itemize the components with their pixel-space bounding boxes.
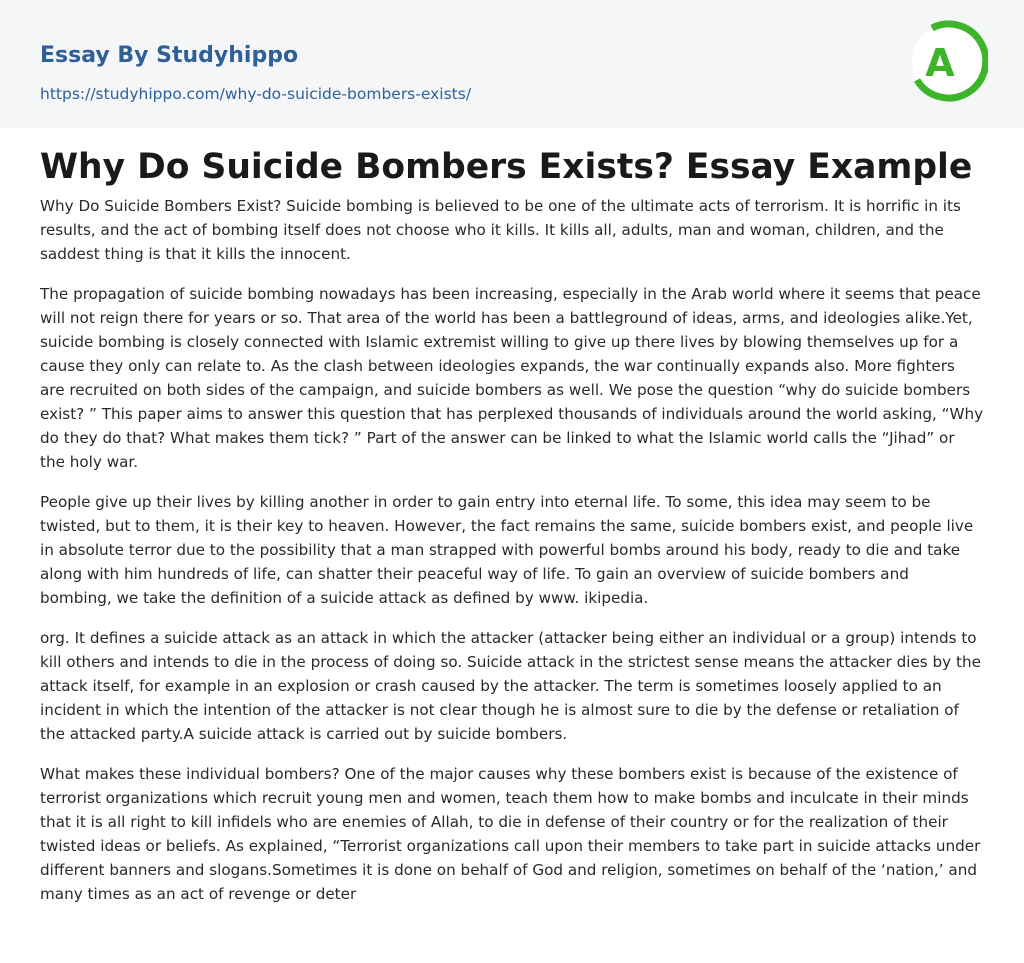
site-header xyxy=(0,0,1024,128)
essay-paragraph: The propagation of suicide bombing nowadays has been increasing, especially in the Arab world where it seems that peace will not reign there for years or so. That area of the world has been a battleground of ideas, arms, and ideologies alike.Yet, suicide bombing is closely connected with Islamic extremist willing to give up there lives by blowing themselves up for a cause they only can relate to. As the clash between ideologies expands, the war continually expands also. More fighters are recruited on both sides of the campaign, and suicide bombers as well. We pose the question “why do suicide bombers exist? ” This paper aims to answer this question that has perplexed thousands of individuals around the world asking, “Why do they do that? What makes them tick? ” Part of the answer can be linked to what the Islamic world calls the “Jihad” or the holy war. xyxy=(40,285,984,471)
essay-paragraph: People give up their lives by killing another in order to gain entry into eternal life. To some, this idea may seem to be twisted, but to them, it is their key to heaven. However, the fact remains the same, suicide bombers exist, and people live in absolute terror due to the possibility that a man strapped with powerful bombs around his body, ready to die and take along with him hundreds of life, can shatter their peaceful way of life. To gain an overview of suicide bombers and bombing, we take the definition of a suicide attack as defined by www. ikipedia. xyxy=(40,493,974,607)
logo-letter: A xyxy=(925,41,955,85)
brand-title[interactable]: Essay By Studyhippo xyxy=(40,43,299,68)
essay-paragraph: org. It defines a suicide attack as an attack in which the attacker (attacker being either an individual or a group) intends to kill others and intends to die in the process of doing so. Suicide attack in the strictest sense means the attacker dies by the attack itself, for example in an explosion or crash caused by the attacker. The term is sometimes loosely applied to an incident in which the intention of the attacker is not clear though he is almost sure to die by the defense or retaliation of the attacked party.A suicide attack is carried out by suicide bombers. xyxy=(40,629,981,743)
studyhippo-logo-icon[interactable] xyxy=(912,18,988,108)
essay-body xyxy=(40,194,984,922)
essay-paragraph: What makes these individual bombers? One of the major causes why these bombers exist is because of the existence of terrorist organizations which recruit young men and women, teach them how to make bombs and inculcate in their minds that it is all right to kill infidels who are enemies of Allah, to die in defense of their country or for the realization of their twisted ideas or beliefs. As explained, “Terrorist organizations call upon their members to take part in suicide attacks under different banners and slogans.Sometimes it is done on behalf of God and religion, sometimes on behalf of the ‘nation,’ and many times as an act of revenge or deter xyxy=(40,765,981,903)
essay-paragraph: Why Do Suicide Bombers Exist? Suicide bombing is believed to be one of the ultimate acts of terrorism. It is horrific in its results, and the act of bombing itself does not choose who it kills. It kills all, adults, man and woman, children, and the saddest thing is that it kills the innocent. xyxy=(40,197,961,263)
source-url-link[interactable]: https://studyhippo.com/why-do-suicide-bombers-exists/ xyxy=(40,85,472,103)
page-title: Why Do Suicide Bombers Exists? Essay Example xyxy=(40,147,973,187)
